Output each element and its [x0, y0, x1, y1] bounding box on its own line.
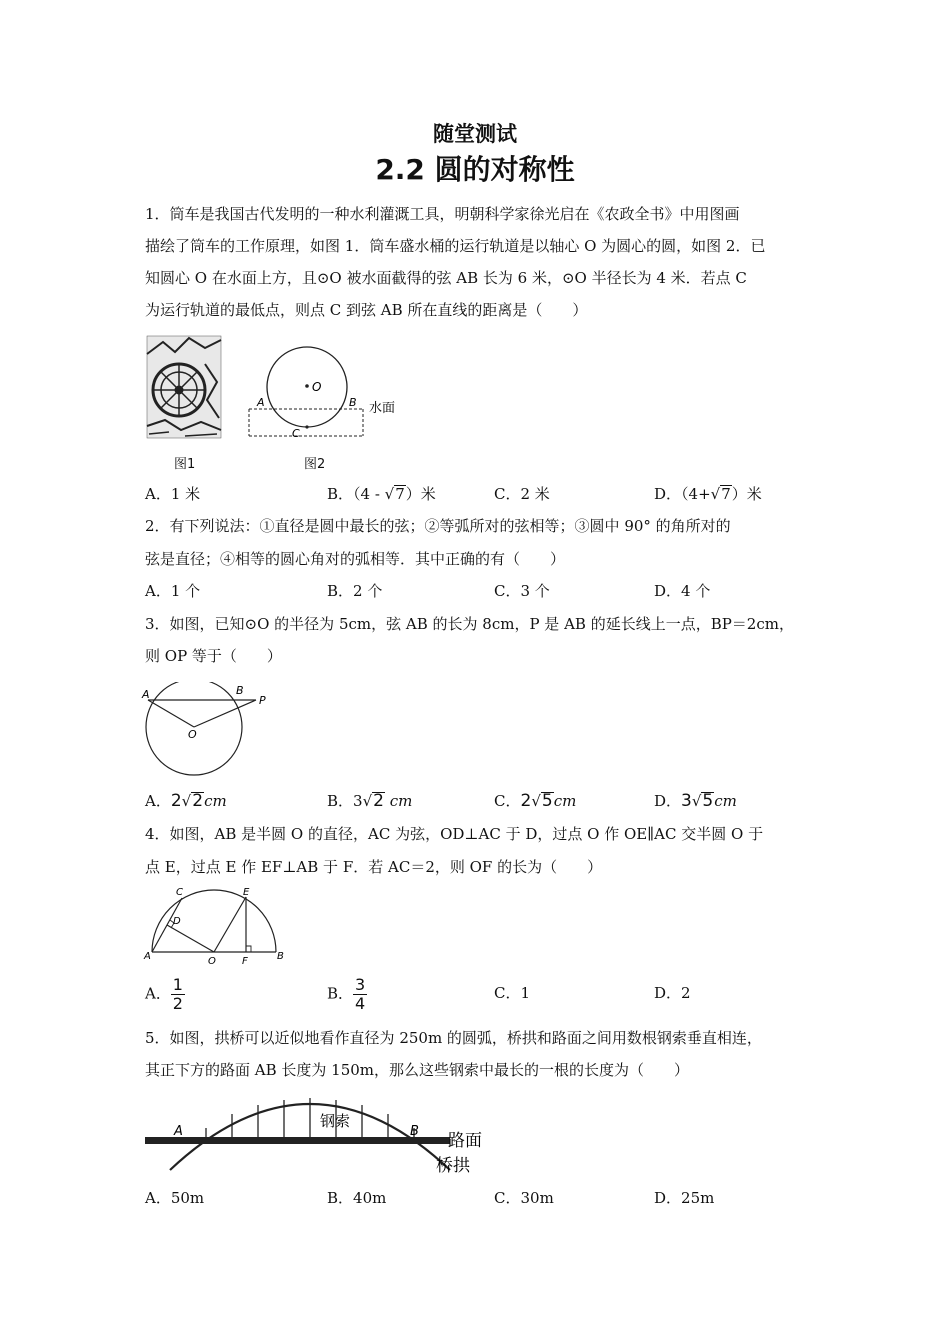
fig2-label-C: C	[292, 427, 300, 440]
q5-option-b: B．40m	[327, 1189, 387, 1207]
q5-option-c: C．30m	[494, 1189, 554, 1207]
page-subtitle: 随堂测试	[433, 121, 517, 146]
q3-label-A: A	[142, 688, 150, 701]
q3-label-O: O	[188, 728, 197, 741]
arch-bridge-diagram	[140, 1088, 500, 1180]
q2-option-d: D．4 个	[654, 582, 711, 600]
q4-label-C: C	[176, 887, 183, 898]
q1-line-3: 知圆心 O 在水面上方，且⊙O 被水面截得的弦 AB 长为 6 米，⊙O 半径长为 4 米．若点 C	[145, 269, 747, 287]
q1-option-a: A．1 米	[145, 485, 201, 503]
q3-option-b: B．3√2 cm	[327, 791, 413, 811]
q4-label-D: D	[173, 916, 181, 927]
waterwheel-illustration	[145, 334, 225, 440]
fig2-label-water-surface: 水面	[369, 401, 396, 416]
q4-option-d: D．2	[654, 984, 691, 1002]
q5-line-1: 5．如图，拱桥可以近似地看作直径为 250m 的圆弧，桥拱和路面之间用数根钢索垂直相连，	[145, 1029, 762, 1047]
q5-label-road: 路面	[448, 1131, 482, 1151]
q3-option-d: D．3√5cm	[654, 791, 737, 811]
q5-label-cable: 钢索	[320, 1112, 351, 1130]
q3-label-P: P	[259, 694, 266, 707]
q1-option-c: C．2 米	[494, 485, 550, 503]
fig2-caption: 图2	[304, 457, 326, 472]
q3-label-B: B	[236, 684, 244, 697]
q1-line-4: 为运行轨道的最低点，则点 C 到弦 AB 所在直线的距离是（ ）	[145, 301, 588, 319]
fig1-caption: 图1	[174, 457, 196, 472]
q3-option-a: A．2√2cm	[145, 791, 227, 811]
q3-line-1: 3．如图，已知⊙O 的半径为 5cm，弦 AB 的长为 8cm，P 是 AB 的延长线上一点，BP＝2cm，	[145, 615, 794, 633]
q4-semicircle-diagram	[140, 884, 290, 966]
waterwheel-orbit-diagram	[245, 340, 405, 445]
q4-option-a: A． $\frac{1}{2}$	[145, 975, 183, 1013]
q5-option-d: D．25m	[654, 1189, 715, 1207]
q5-label-B: B	[410, 1124, 419, 1139]
q5-label-A: A	[174, 1124, 183, 1139]
fig2-label-O: O	[312, 380, 322, 394]
q4-label-B: B	[277, 951, 284, 962]
fig2-label-A: A	[257, 396, 265, 409]
q3-option-c: C．2√5cm	[494, 791, 577, 811]
q4-label-E: E	[243, 887, 250, 898]
q4-line-2: 点 E，过点 E 作 EF⊥AB 于 F．若 AC＝2，则 OF 的长为（ ）	[145, 858, 603, 876]
q1-option-d: D．（4+√7）米	[654, 485, 762, 503]
q5-label-arch: 桥拱	[436, 1156, 470, 1176]
q4-label-A: A	[144, 951, 151, 962]
q5-option-a: A．50m	[145, 1189, 205, 1207]
q3-circle-diagram	[140, 682, 280, 778]
q2-line-1: 2．有下列说法：①直径是圆中最长的弦；②等弧所对的弦相等；③圆中 90° 的角所对的	[145, 517, 731, 535]
q1-line-2: 描绘了筒车的工作原理，如图 1．筒车盛水桶的运行轨道是以轴心 O 为圆心的圆，如图 2．已	[145, 237, 766, 255]
q4-line-1: 4．如图，AB 是半圆 O 的直径，AC 为弦，OD⊥AC 于 D，过点 O 作 OE∥AC 交半圆 O 于	[145, 825, 764, 843]
q1-line-1: 1．筒车是我国古代发明的一种水利灌溉工具，明朝科学家徐光启在《农政全书》中用图画	[145, 205, 740, 223]
page-title: 2.2 圆的对称性	[375, 153, 575, 186]
q2-option-a: A．1 个	[145, 582, 201, 600]
q4-option-b: B． $\frac{3}{4}$	[327, 975, 366, 1013]
q2-option-b: B．2 个	[327, 582, 383, 600]
q2-option-c: C．3 个	[494, 582, 550, 600]
q4-option-c: C．1	[494, 984, 531, 1002]
fig2-label-B: B	[349, 396, 357, 409]
q2-line-2: 弦是直径；④相等的圆心角对的弧相等．其中正确的有（ ）	[145, 550, 566, 568]
q3-line-2: 则 OP 等于（ ）	[145, 647, 282, 665]
q1-option-b: B．（4 - √7）米	[327, 485, 436, 503]
q4-label-O: O	[208, 956, 216, 966]
q5-line-2: 其正下方的路面 AB 长度为 150m，那么这些钢索中最长的一根的长度为（ ）	[145, 1061, 690, 1079]
q4-label-F: F	[242, 956, 248, 966]
